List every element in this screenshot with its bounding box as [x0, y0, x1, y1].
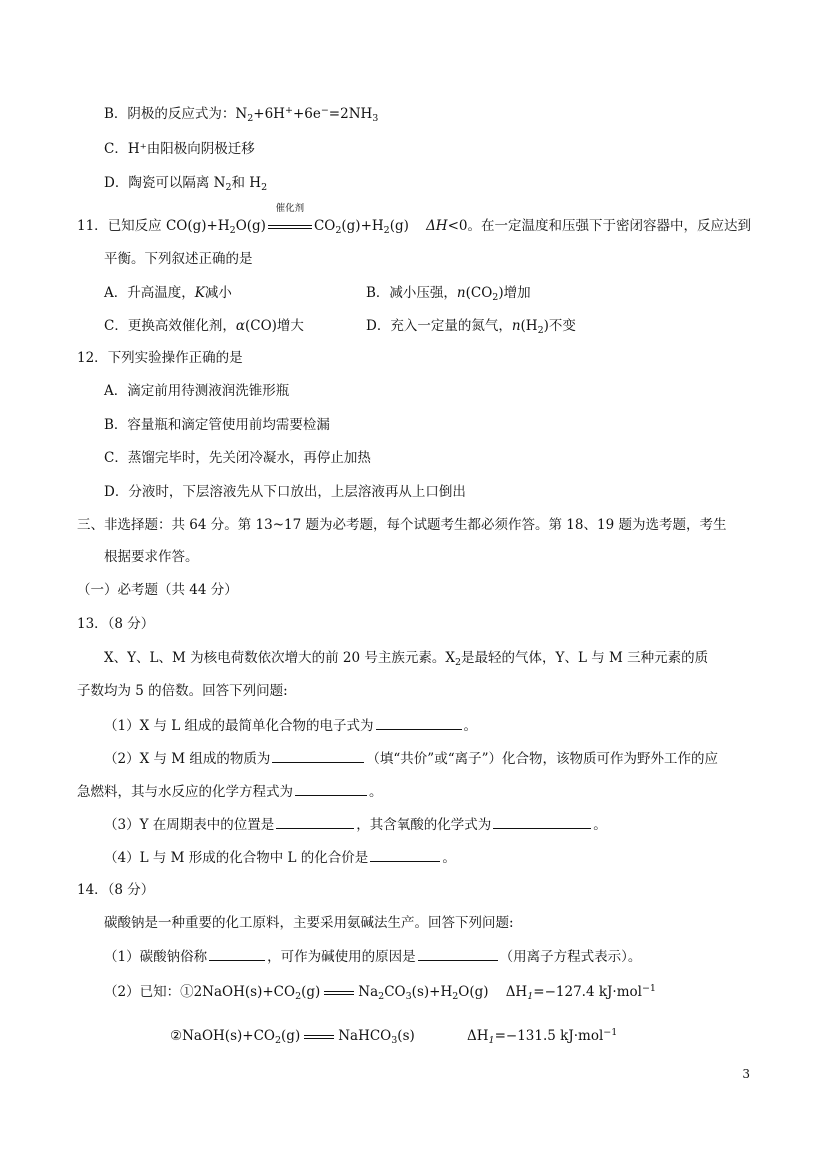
section-3-heading-line2: 根据要求作答。 [104, 549, 199, 565]
q10-option-c: C．H⁺由阳极向阴极迁移 [104, 141, 255, 157]
q13-part-3: （3）Y 在周期表中的位置是 ，其含氧酸的化学式为 。 [104, 814, 607, 835]
q14-intro: 碳酸钠是一种重要的化工原料，主要采用氨碱法生产。回答下列问题: [104, 915, 514, 931]
q11-option-a: A．升高温度，K减小 [104, 285, 232, 301]
part-1-heading: （一）必考题（共 44 分） [77, 582, 238, 598]
catalyst-arrow: 催化剂 [268, 216, 312, 236]
answer-blank[interactable] [370, 847, 440, 862]
q14-reaction-2-enthalpy: $\Delta H_1=-131.5$ kJ·mol$^{-1}$ [467, 1027, 618, 1046]
q14-number: 14．（8 分） [77, 882, 155, 898]
q13-number: 13．（8 分） [77, 616, 155, 632]
answer-blank[interactable] [209, 946, 265, 961]
q11-stem-line2: 平衡。下列叙述正确的是 [104, 251, 253, 267]
q12-option-d: D．分液时，下层溶液先从下口放出，上层溶液再从上口倒出 [104, 484, 466, 500]
q14-part-1: （1）碳酸钠俗称 ，可作为碱使用的原因是 （用离子方程式表示）。 [104, 946, 641, 967]
q11-option-d: D．充入一定量的氮气，$n(H_2)$不变 [366, 318, 576, 336]
q12-stem: 12．下列实验操作正确的是 [77, 350, 243, 366]
q10-option-b: B．阴极的反应式为：$N_2+6H^++6e^-=2NH_3$ [104, 105, 379, 124]
answer-blank[interactable] [276, 814, 354, 829]
q13-part-4: （4）L 与 M 形成的化合物中 L 的化合价是 。 [104, 847, 456, 868]
q12-option-a: A．滴定前用待测液润洗锥形瓶 [104, 383, 290, 399]
answer-blank[interactable] [493, 814, 591, 829]
q13-part-1: （1）X 与 L 组成的最简单化合物的电子式为 。 [104, 715, 477, 736]
answer-blank[interactable] [295, 781, 367, 796]
q13-part-2-line2: 急燃料，其与水反应的化学方程式为 。 [77, 781, 383, 802]
q10-option-d: D．陶瓷可以隔离 $N_2$和 $H_2$ [104, 175, 268, 193]
q13-intro: X、Y、L、M 为核电荷数依次增大的前 20 号主族元素。$X_2$是最轻的气体，Y、L 与 M 三种元素的质 [104, 650, 709, 668]
answer-blank[interactable] [272, 748, 364, 763]
q13-part-2: （2）X 与 M 组成的物质为 （填“共价”或“离子”）化合物，该物质可作为野外工作的应 [104, 748, 718, 769]
q12-option-b: B．容量瓶和滴定管使用前均需要检漏 [104, 417, 330, 433]
q11-stem: 11．已知反应 $CO(g)+H_2O(g)$ 催化剂 $CO_2(g)+H_2(g)$ ΔH<0。在一定温度和压强下于密闭容器中，反应达到 [77, 203, 751, 236]
answer-blank[interactable] [418, 946, 498, 961]
q14-reaction-2: $②NaOH(s)+CO_2(g)$ NaHCO$_3$(s) [170, 1028, 415, 1046]
page-number: 3 [742, 1067, 750, 1081]
q12-option-c: C．蒸馏完毕时，先关闭冷凝水，再停止加热 [104, 450, 371, 466]
answer-blank[interactable] [376, 715, 462, 730]
q13-intro-line2: 子数均为 5 的倍数。回答下列问题: [77, 683, 288, 699]
q11-option-c: C．更换高效催化剂，α(CO)增大 [104, 318, 304, 334]
section-3-heading: 三、非选择题：共 64 分。第 13~17 题为必考题，每个试题考生都必须作答。第 18、19 题为选考题，考生 [77, 517, 727, 533]
q14-reaction-1: （2）已知：$①2NaOH(s)+CO_2(g)$ $Na_2CO_3(s)+H_2O(g)$ $\Delta H_1=-127.4$ kJ·mol$^{-1}$ [104, 983, 656, 1002]
q11-option-b: B．减小压强，$n(CO_2)$增加 [366, 285, 531, 303]
